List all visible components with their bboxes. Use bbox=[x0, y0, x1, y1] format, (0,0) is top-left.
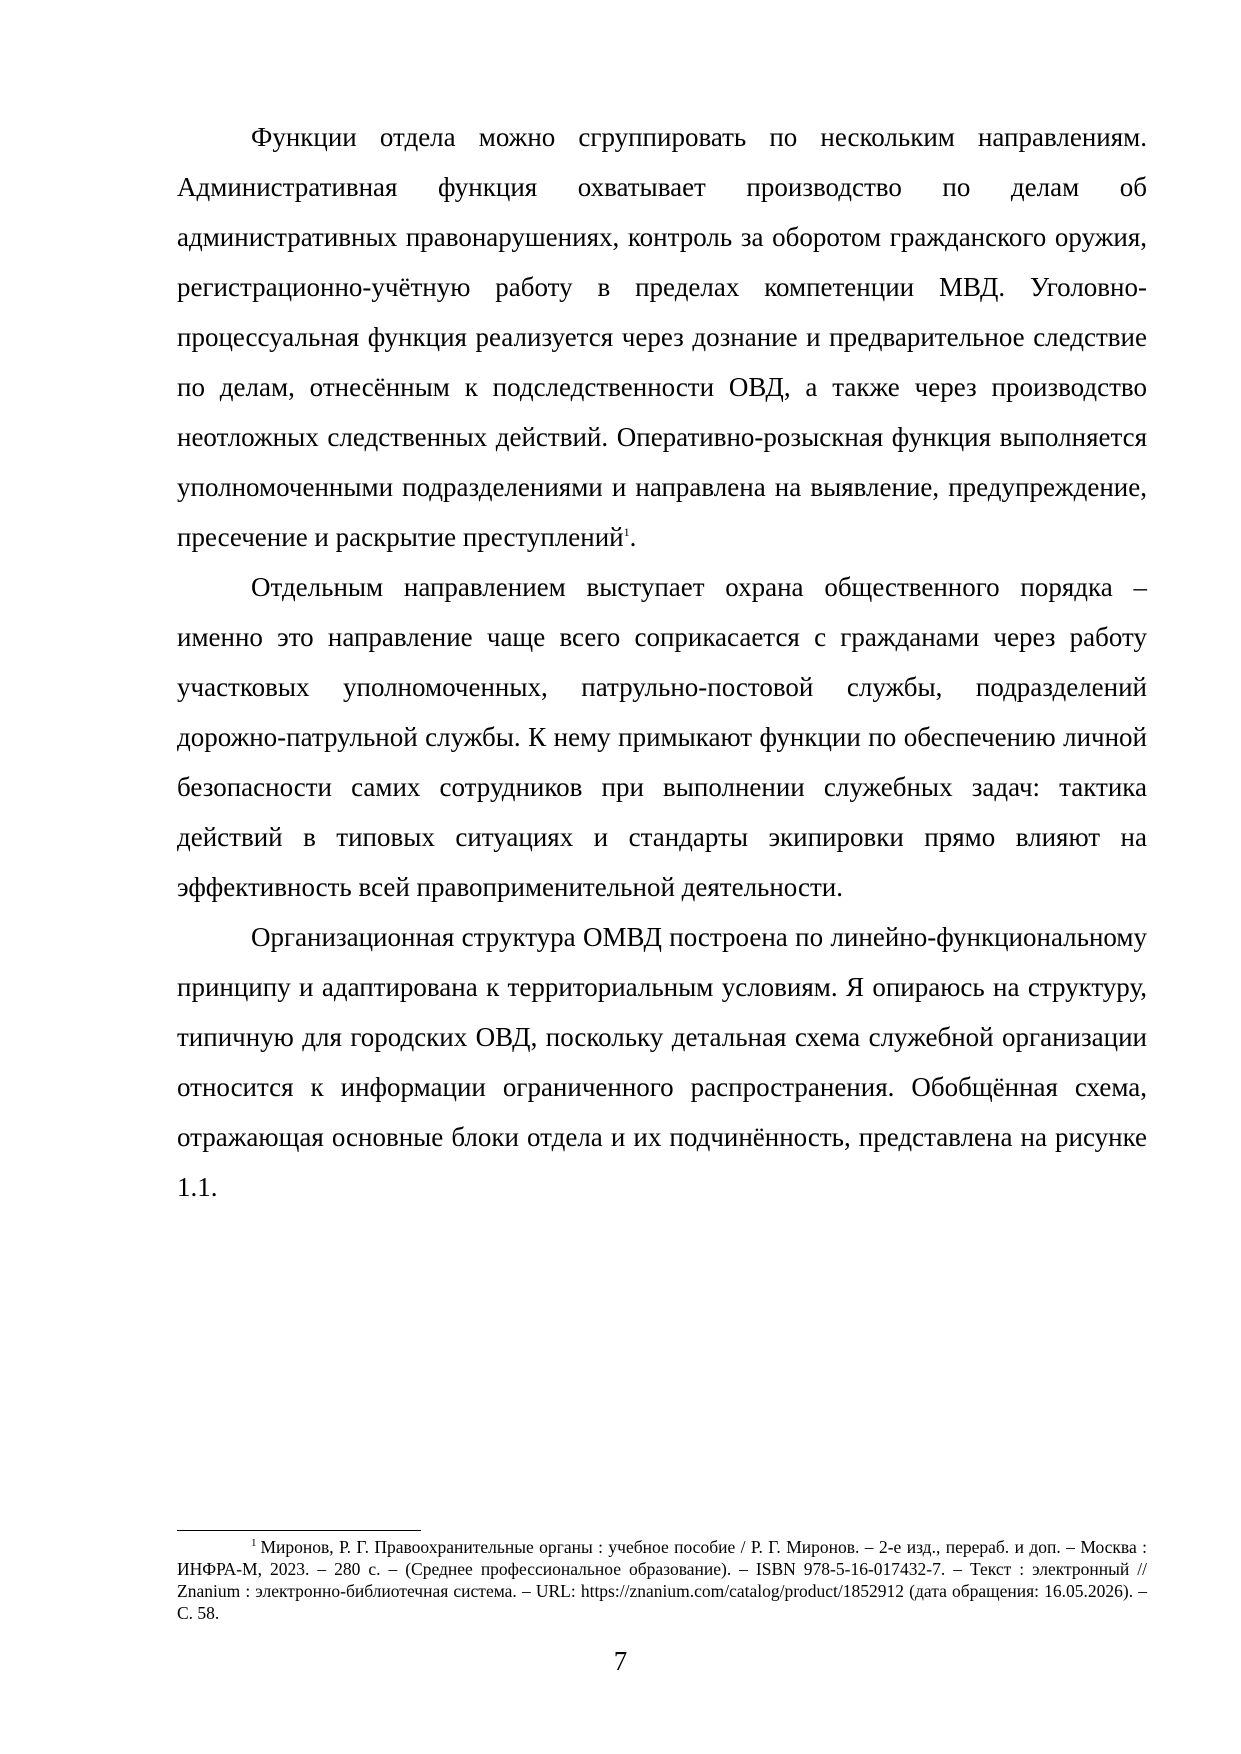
footnote-mark: 1 bbox=[251, 1537, 257, 1550]
footnote-separator bbox=[177, 1530, 421, 1531]
footnote bbox=[177, 1536, 1147, 1624]
paragraph-public-order: Отдельным направлением выступает охрана общественного порядка – именно это направление чаще всего соприкасается с гражданами через работу участковых уполномоченных, патрульно-постовой службы, подразделений дорожно-патрульной службы. К нему примыкают функции по обеспечению личной безопасности самих сотрудников при выполнении служебных задач: тактика действий в типовых ситуациях и стандарты экипировки прямо влияют на эффективность всей правоприменительной деятельности. bbox=[177, 572, 1147, 902]
footnote-reference[interactable]: 1 bbox=[623, 525, 630, 539]
paragraph-functions bbox=[177, 112, 1147, 562]
body-text bbox=[177, 112, 1147, 1212]
footnote-text: Миронов, Р. Г. Правоохранительные органы : учебное пособие / Р. Г. Миронов. – 2-е изд., перераб. и доп. – Москва : ИНФРА-М, 2023. – 280 с. – (Среднее профессиональное образование). – ISBN 978-5-16-017432-7. – Текст : электронный // Znanium : электронно-библиотечная система. – URL: https://znanium.com/catalog/product/1852912 (дата обращения: 16.05.2026). – С. 58. bbox=[177, 1537, 1147, 1623]
paragraph-functions-text: Функции отдела можно сгруппировать по нескольким направлениям. Административная функция охватывает производство по делам об административных правонарушениях, контроль за оборотом гражданского оружия, регистрационно-учётную работу в пределах компетенции МВД. Уголовно-процессуальная функция реализуется через дознание и предварительное следствие по делам, отнесённым к подследственности ОВД, а также через производство неотложных следственных действий. Оперативно-розыскная функция выполняется уполномоченными подразделениями и направлена на выявление, предупреждение, пресечение и раскрытие преступлений bbox=[177, 122, 1147, 552]
paragraph-structure: Организационная структура ОМВД построена по линейно-функциональному принципу и адаптирована к территориальным условиям. Я опираюсь на структуру, типичную для городских ОВД, поскольку детальная схема служебной организации относится к информации ограниченного распространения. Обобщённая схема, отражающая основные блоки отдела и их подчинённость, представлена на рисунке 1.1. bbox=[177, 922, 1147, 1202]
paragraph-functions-tail: . bbox=[629, 522, 637, 552]
page-number: 7 bbox=[613, 1646, 628, 1676]
